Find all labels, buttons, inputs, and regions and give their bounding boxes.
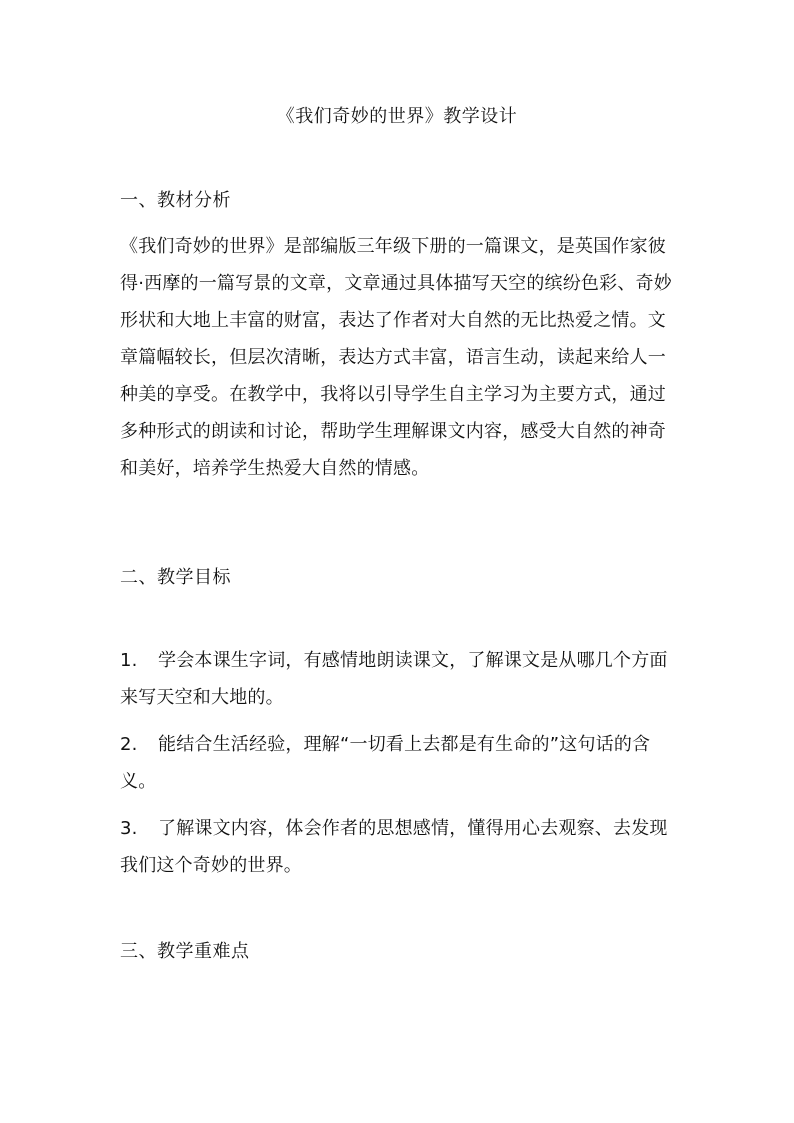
section-heading-textbook-analysis: 一、教材分析 xyxy=(120,190,231,211)
objective-number: 3. xyxy=(120,818,138,839)
objective-item xyxy=(120,642,680,716)
objective-item xyxy=(120,810,680,884)
objective-number: 1. xyxy=(120,650,138,671)
objective-text: 学会本课生字词，有感情地朗读课文，了解课文是从哪几个方面来写天空和大地的。 xyxy=(120,650,668,708)
objective-item xyxy=(120,726,680,800)
document-title: 《我们奇妙的世界》教学设计 xyxy=(276,106,518,127)
section-heading-teaching-objectives: 二、教学目标 xyxy=(120,567,231,588)
objective-text: 能结合生活经验，理解“一切看上去都是有生命的”这句话的含义。 xyxy=(120,734,651,792)
section-heading-key-difficult-points: 三、教学重难点 xyxy=(120,941,250,962)
objective-text: 了解课文内容，体会作者的思想感情，懂得用心去观察、去发现我们这个奇妙的世界。 xyxy=(120,818,668,876)
objective-number: 2. xyxy=(120,734,138,755)
textbook-analysis-paragraph: 《我们奇妙的世界》是部编版三年级下册的一篇课文，是英国作家彼得·西摩的一篇写景的文章，文章通过具体描写天空的缤纷色彩、奇妙形状和大地上丰富的财富，表达了作者对大自然的无比热爱之情。文章篇幅较长，但层次清晰，表达方式丰富，语言生动，读起来给人一种美的享受。在教学中，我将以引导学生自主学习为主要方式，通过多种形式的朗读和讨论，帮助学生理解课文内容，感受大自然的神奇和美好，培养学生热爱大自然的情感。 xyxy=(120,236,672,479)
